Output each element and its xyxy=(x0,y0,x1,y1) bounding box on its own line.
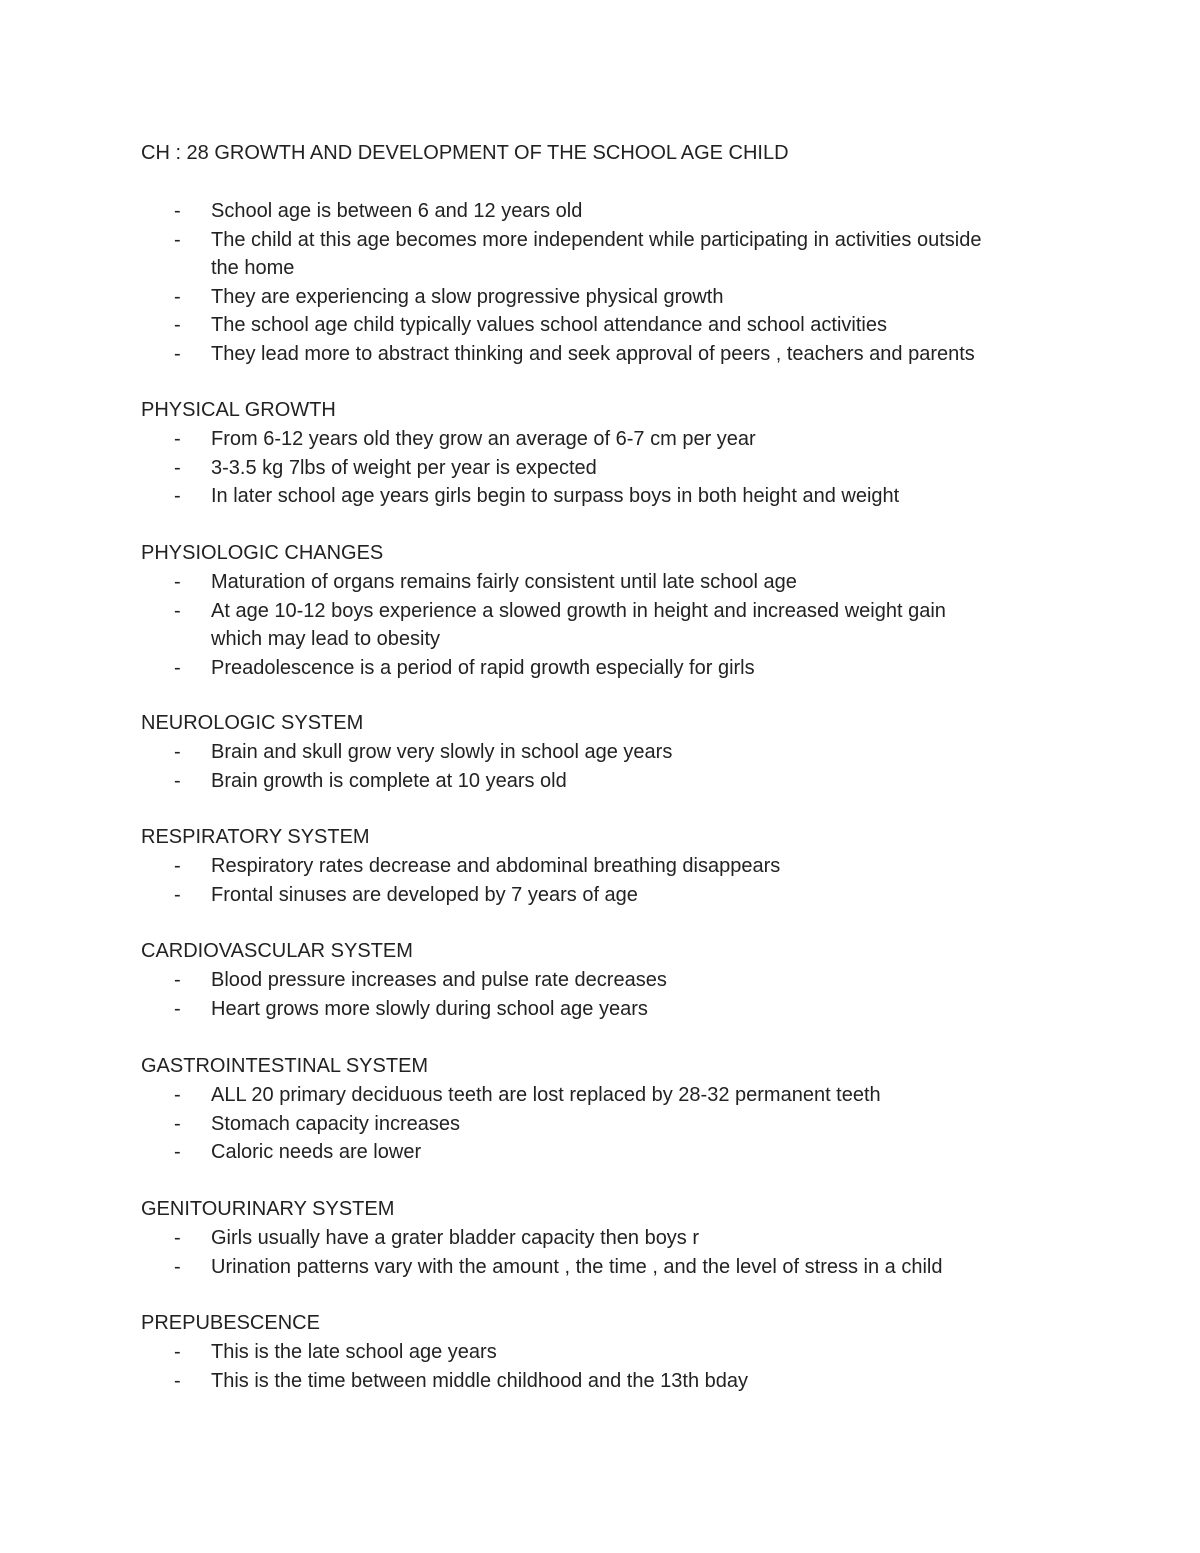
list-item-continuation: which may lead to obesity xyxy=(211,627,441,650)
section-heading: PHYSIOLOGIC CHANGES xyxy=(141,542,384,564)
list-item: Preadolescence is a period of rapid growth especially for girls xyxy=(211,656,755,679)
section-heading: RESPIRATORY SYSTEM xyxy=(141,826,370,848)
bullet-dash-icon: - xyxy=(174,285,181,308)
list-item: This is the time between middle childhood and the 13th bday xyxy=(211,1369,749,1392)
bullet-dash-icon: - xyxy=(174,1084,181,1106)
list-item: They are experiencing a slow progressive physical growth xyxy=(211,285,724,308)
list-item-continuation: the home xyxy=(211,256,295,279)
list-item: Stomach capacity increases xyxy=(211,1112,461,1135)
section-heading: CARDIOVASCULAR SYSTEM xyxy=(141,940,413,962)
list-item: Urination patterns vary with the amount , the time , and the level of stress in a child xyxy=(211,1255,943,1278)
list-item: From 6-12 years old they grow an average of 6-7 cm per year xyxy=(211,428,756,450)
bullet-dash-icon: - xyxy=(174,343,181,365)
bullet-dash-icon: - xyxy=(174,1112,181,1135)
list-item: The child at this age becomes more independent while participating in activities outside xyxy=(211,228,982,251)
list-item: The school age child typically values school attendance and school activities xyxy=(211,314,887,337)
list-item: Brain and skull grow very slowly in school age years xyxy=(211,741,673,763)
bullet-dash-icon: - xyxy=(174,741,181,763)
bullet-dash-icon: - xyxy=(174,456,181,479)
bullet-dash-icon: - xyxy=(174,200,181,222)
bullet-dash-icon: - xyxy=(174,428,181,450)
list-item: ALL 20 primary deciduous teeth are lost replaced by 28-32 permanent teeth xyxy=(211,1084,881,1106)
bullet-dash-icon: - xyxy=(174,571,181,593)
bullet-dash-icon: - xyxy=(174,656,181,679)
section-heading: GENITOURINARY SYSTEM xyxy=(141,1198,395,1220)
list-item: Caloric needs are lower xyxy=(211,1141,422,1164)
bullet-dash-icon: - xyxy=(174,1141,181,1164)
bullet-dash-icon: - xyxy=(174,997,181,1020)
bullet-dash-icon: - xyxy=(174,1369,181,1392)
bullet-dash-icon: - xyxy=(174,599,181,622)
bullet-dash-icon: - xyxy=(174,485,181,508)
bullet-dash-icon: - xyxy=(174,883,181,906)
bullet-dash-icon: - xyxy=(174,228,181,251)
list-item: 3-3.5 kg 7lbs of weight per year is expected xyxy=(211,456,597,479)
list-item: Blood pressure increases and pulse rate decreases xyxy=(211,969,667,991)
list-item: Heart grows more slowly during school age years xyxy=(211,997,648,1020)
section-heading: PREPUBESCENCE xyxy=(141,1312,320,1334)
bullet-dash-icon: - xyxy=(174,969,181,991)
list-item: At age 10-12 boys experience a slowed growth in height and increased weight gain xyxy=(211,599,946,622)
list-item: School age is between 6 and 12 years old xyxy=(211,200,583,222)
page-title: CH : 28 GROWTH AND DEVELOPMENT OF THE SCHOOL AGE CHILD xyxy=(141,142,789,164)
section-heading: PHYSICAL GROWTH xyxy=(141,399,336,421)
section-heading: GASTROINTESTINAL SYSTEM xyxy=(141,1055,429,1077)
bullet-dash-icon: - xyxy=(174,1227,181,1249)
list-item: This is the late school age years xyxy=(211,1341,497,1363)
bullet-dash-icon: - xyxy=(174,1341,181,1363)
bullet-dash-icon: - xyxy=(174,1255,181,1278)
list-item: They lead more to abstract thinking and seek approval of peers , teachers and parents xyxy=(211,343,975,365)
list-item: Respiratory rates decrease and abdominal breathing disappears xyxy=(211,855,781,877)
list-item: Maturation of organs remains fairly consistent until late school age xyxy=(211,571,797,593)
list-item: Brain growth is complete at 10 years old xyxy=(211,769,567,792)
bullet-dash-icon: - xyxy=(174,314,181,337)
list-item: Girls usually have a grater bladder capacity then boys r xyxy=(211,1227,700,1249)
bullet-dash-icon: - xyxy=(174,769,181,792)
section-heading: NEUROLOGIC SYSTEM xyxy=(141,712,364,734)
list-item: Frontal sinuses are developed by 7 years of age xyxy=(211,883,638,906)
list-item: In later school age years girls begin to surpass boys in both height and weight xyxy=(211,485,900,508)
bullet-dash-icon: - xyxy=(174,855,181,877)
